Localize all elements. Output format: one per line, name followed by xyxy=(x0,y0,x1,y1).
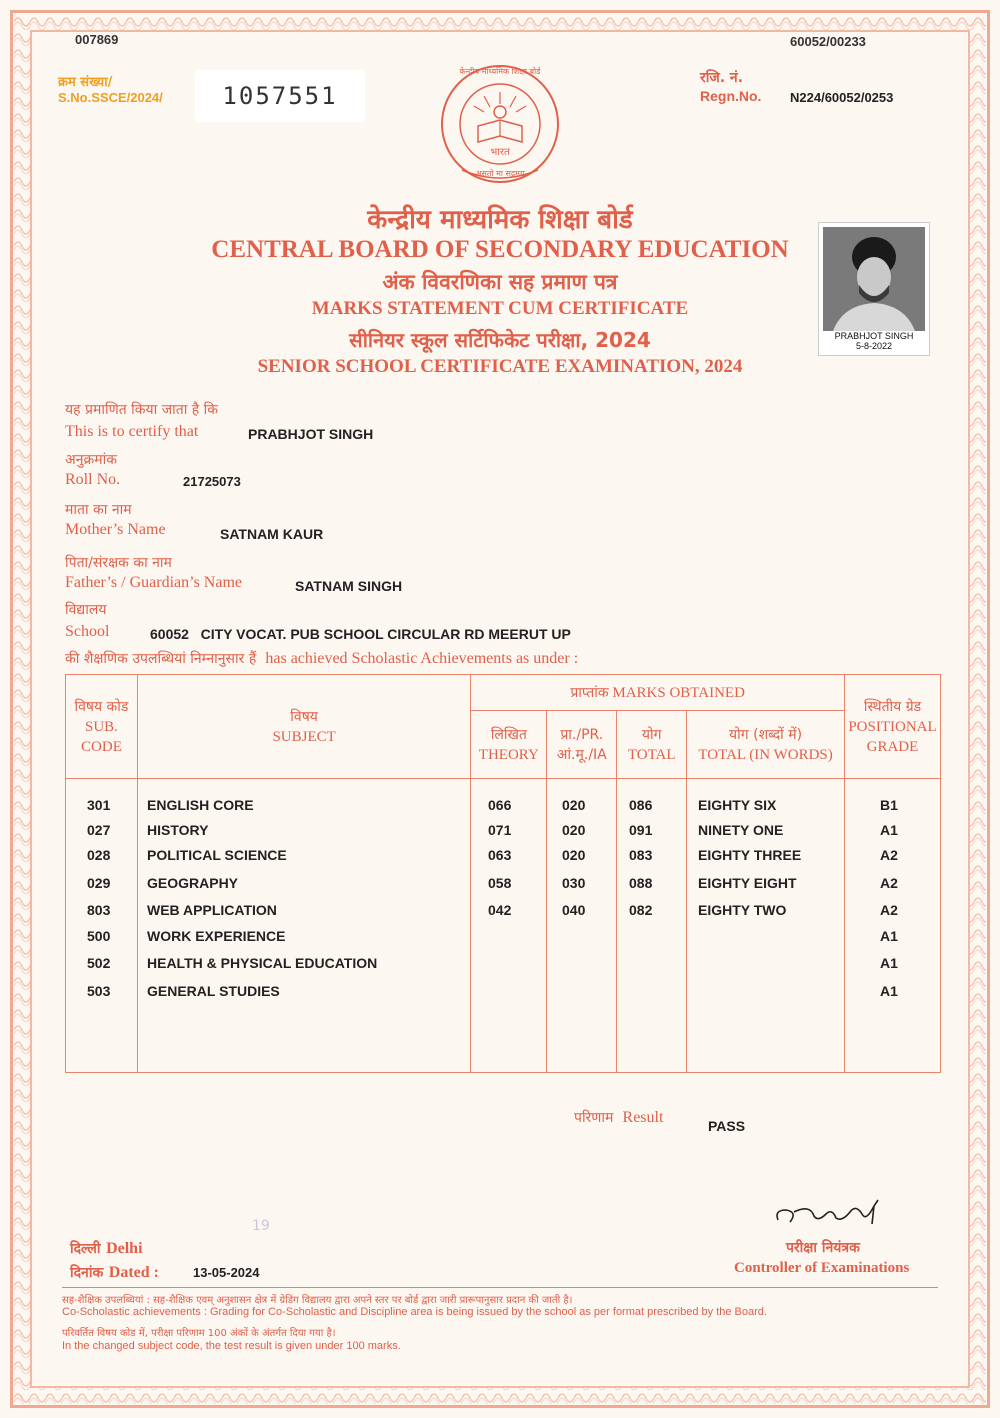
subject-code: 029 xyxy=(87,875,111,891)
header-subject-en: SUBJECT xyxy=(272,728,336,745)
header-pr-en: आं.मू./IA xyxy=(556,746,607,763)
footnote-2-hi: परिवर्तित विषय कोड में, परीक्षा परिणाम 100 अंकों के अंतर्गत दिया गया है। xyxy=(62,1328,336,1339)
emblem-ring-text: केन्द्रीय माध्यमिक शिक्षा बोर्ड xyxy=(459,67,541,76)
subject-total: 086 xyxy=(629,797,653,813)
board-name-hi: केन्द्रीय माध्यमिक शिक्षा बोर्ड xyxy=(367,205,633,235)
subject-grade: A1 xyxy=(880,822,898,838)
header-words-hi: योग (शब्दों में) xyxy=(729,726,803,743)
school-label-hi: विद्यालय xyxy=(65,602,107,618)
result-label-en: Result xyxy=(622,1109,664,1126)
subject-name: WORK EXPERIENCE xyxy=(147,928,286,944)
dated-line xyxy=(70,1262,159,1282)
roll-label-en: Roll No. xyxy=(65,471,121,488)
subject-theory: 042 xyxy=(488,902,512,918)
subject-words: EIGHTY SIX xyxy=(698,797,777,813)
header-total-en: TOTAL xyxy=(627,746,676,763)
header-marks-en: MARKS OBTAINED xyxy=(612,684,745,701)
exam-title-en: SENIOR SCHOOL CERTIFICATE EXAMINATION, 2024 xyxy=(257,356,743,377)
issue-date: 13-05-2024 xyxy=(193,1265,260,1280)
controller-signature xyxy=(770,1192,890,1232)
subject-pr: 020 xyxy=(562,847,586,863)
header-practical xyxy=(547,711,617,779)
father-label-en: Father’s / Guardian’s Name xyxy=(65,574,242,591)
subject-pr: 020 xyxy=(562,822,586,838)
top-left-serial: 007869 xyxy=(75,32,119,47)
photo-date: 5-8-2022 xyxy=(855,341,893,351)
mother-label-hi: माता का नाम xyxy=(65,502,132,518)
father-name: SATNAM SINGH xyxy=(295,578,403,594)
subject-theory: 063 xyxy=(488,847,512,863)
header-subcode-en-1: SUB. xyxy=(84,718,118,735)
emblem-bharat-text: भारत xyxy=(490,147,510,158)
result-label-hi: परिणाम xyxy=(574,1110,614,1126)
mother-label-en: Mother’s Name xyxy=(65,521,166,538)
roll-label-hi: अनुक्रमांक xyxy=(65,452,117,468)
subject-grade: A2 xyxy=(880,875,898,891)
subject-name: ENGLISH CORE xyxy=(147,797,254,813)
school-name: 60052 CITY VOCAT. PUB SCHOOL CIRCULAR RD MEERUT UP xyxy=(150,626,571,642)
subject-words: EIGHTY EIGHT xyxy=(698,875,797,891)
place-en: Delhi xyxy=(106,1240,143,1257)
header-subject xyxy=(137,675,470,779)
regn-label-hi: रजि. नं. xyxy=(700,70,744,86)
regn-label-en: Regn.No. xyxy=(700,88,762,104)
subject-code: 500 xyxy=(87,928,111,944)
subject-total: 091 xyxy=(629,822,653,838)
subject-code: 503 xyxy=(87,983,111,999)
achievements-line xyxy=(65,648,578,668)
subject-words: EIGHTY THREE xyxy=(698,847,802,863)
subject-words: NINETY ONE xyxy=(698,822,784,838)
header-subcode-en-2: CODE xyxy=(81,738,122,755)
photo-name: PRABHJOT SINGH xyxy=(834,331,914,341)
footnote-1-en: Co-Scholastic achievements : Grading for Co-Scholastic and Discipline area is being issued by the school as per format prescribed by the Board. xyxy=(62,1306,767,1318)
header-marks-obtained xyxy=(471,675,845,711)
subject-pr: 020 xyxy=(562,797,586,813)
header-grade xyxy=(844,675,940,779)
subject-code: 803 xyxy=(87,902,111,918)
footnote-2-en: In the changed subject code, the test result is given under 100 marks. xyxy=(62,1340,401,1352)
serial-number-box: 1057551 xyxy=(195,70,365,122)
subject-name: GEOGRAPHY xyxy=(147,875,239,891)
header-grade-hi: स्थितीय ग्रेड xyxy=(863,698,922,715)
result-value: PASS xyxy=(708,1118,746,1134)
faint-stamp: 19 xyxy=(252,1218,270,1234)
header-subject-hi: विषय xyxy=(290,708,318,725)
subject-grade: A2 xyxy=(880,847,898,863)
achievements-en: has achieved Scholastic Achievements as under : xyxy=(265,650,579,667)
subject-code: 301 xyxy=(87,797,111,813)
header-total-words xyxy=(687,711,845,779)
sno-label-hi: क्रम संख्या/ xyxy=(58,75,113,90)
header-total-hi: योग xyxy=(641,726,662,743)
header-subcode-hi: विषय कोड xyxy=(74,698,129,715)
header-total xyxy=(617,711,687,779)
place-line xyxy=(70,1238,143,1258)
emblem-motto: असतो मा सद्गमय xyxy=(475,169,525,178)
footnote-divider xyxy=(62,1287,938,1288)
subject-grade: A1 xyxy=(880,928,898,944)
exam-title-hi: सीनियर स्कूल सर्टिफिकेट परीक्षा, 2024 xyxy=(349,328,651,352)
header-grade-en-1: POSITIONAL xyxy=(848,718,937,735)
header-theory xyxy=(471,711,547,779)
subject-grade: A1 xyxy=(880,983,898,999)
subject-name: HISTORY xyxy=(147,822,209,838)
student-name: PRABHJOT SINGH xyxy=(248,426,374,442)
mother-name: SATNAM KAUR xyxy=(220,526,324,542)
subject-theory: 058 xyxy=(488,875,512,891)
document-title-en: MARKS STATEMENT CUM CERTIFICATE xyxy=(311,298,689,319)
top-right-serial: 60052/00233 xyxy=(790,34,866,49)
dated-en: Dated : xyxy=(108,1264,160,1281)
header-theory-en: THEORY xyxy=(478,746,539,763)
subject-pr: 040 xyxy=(562,902,586,918)
header-grade-en-2: GRADE xyxy=(866,738,919,755)
certify-label-en: This is to certify that xyxy=(65,423,199,440)
subject-code: 027 xyxy=(87,822,111,838)
roll-number: 21725073 xyxy=(183,474,241,489)
result-label xyxy=(574,1107,663,1127)
subject-pr: 030 xyxy=(562,875,586,891)
student-photo xyxy=(818,222,930,356)
father-label-hi: पिता/संरक्षक का नाम xyxy=(65,555,172,571)
subject-total: 083 xyxy=(629,847,653,863)
school-label-en: School xyxy=(65,623,110,640)
controller-label-en: Controller of Examinations xyxy=(734,1260,910,1276)
dated-hi: दिनांक xyxy=(70,1265,104,1281)
subject-total: 082 xyxy=(629,902,653,918)
header-theory-hi: लिखित xyxy=(490,726,527,743)
achievements-hi: की शैक्षणिक उपलब्धियां निम्नानुसार हैं xyxy=(65,651,257,667)
subject-name: POLITICAL SCIENCE xyxy=(147,847,287,863)
certify-label-hi: यह प्रमाणित किया जाता है कि xyxy=(65,402,219,418)
header-marks-hi: प्राप्तांक xyxy=(570,684,609,701)
header-pr-hi: प्रा./PR. xyxy=(560,726,604,743)
subject-grade: A1 xyxy=(880,955,898,971)
header-words-en: TOTAL (IN WORDS) xyxy=(698,746,833,763)
photo-image xyxy=(823,227,925,331)
board-name-en: CENTRAL BOARD OF SECONDARY EDUCATION xyxy=(211,236,789,263)
subject-code: 502 xyxy=(87,955,111,971)
subject-total: 088 xyxy=(629,875,653,891)
sno-label-en: S.No.SSCE/2024/ xyxy=(58,90,163,105)
subject-theory: 066 xyxy=(488,797,512,813)
subject-code: 028 xyxy=(87,847,111,863)
header-subcode xyxy=(66,675,138,779)
document-title-hi: अंक विवरणिका सह प्रमाण पत्र xyxy=(382,270,618,294)
photo-caption xyxy=(819,331,929,351)
subject-name: GENERAL STUDIES xyxy=(147,983,280,999)
regn-number: N224/60052/0253 xyxy=(790,90,894,105)
controller-label-hi: परीक्षा नियंत्रक xyxy=(786,1240,860,1256)
subject-name: WEB APPLICATION xyxy=(147,902,277,918)
place-hi: दिल्ली xyxy=(70,1241,101,1257)
subject-grade: A2 xyxy=(880,902,898,918)
subject-words: EIGHTY TWO xyxy=(698,902,787,918)
subject-grade: B1 xyxy=(880,797,898,813)
subject-theory: 071 xyxy=(488,822,512,838)
footnote-1-hi: सह-शैक्षिक उपलब्धियां : सह-शैक्षिक एवम् अनुशासन क्षेत्र में ग्रेडिंग विद्यालय द्वारा अपने स्तर पर बोर्ड द्वारा जारी प्रारूपानुसार प्रदान की जाती है। xyxy=(62,1295,573,1306)
marks-table xyxy=(65,674,941,1073)
subject-name: HEALTH & PHYSICAL EDUCATION xyxy=(147,955,378,971)
